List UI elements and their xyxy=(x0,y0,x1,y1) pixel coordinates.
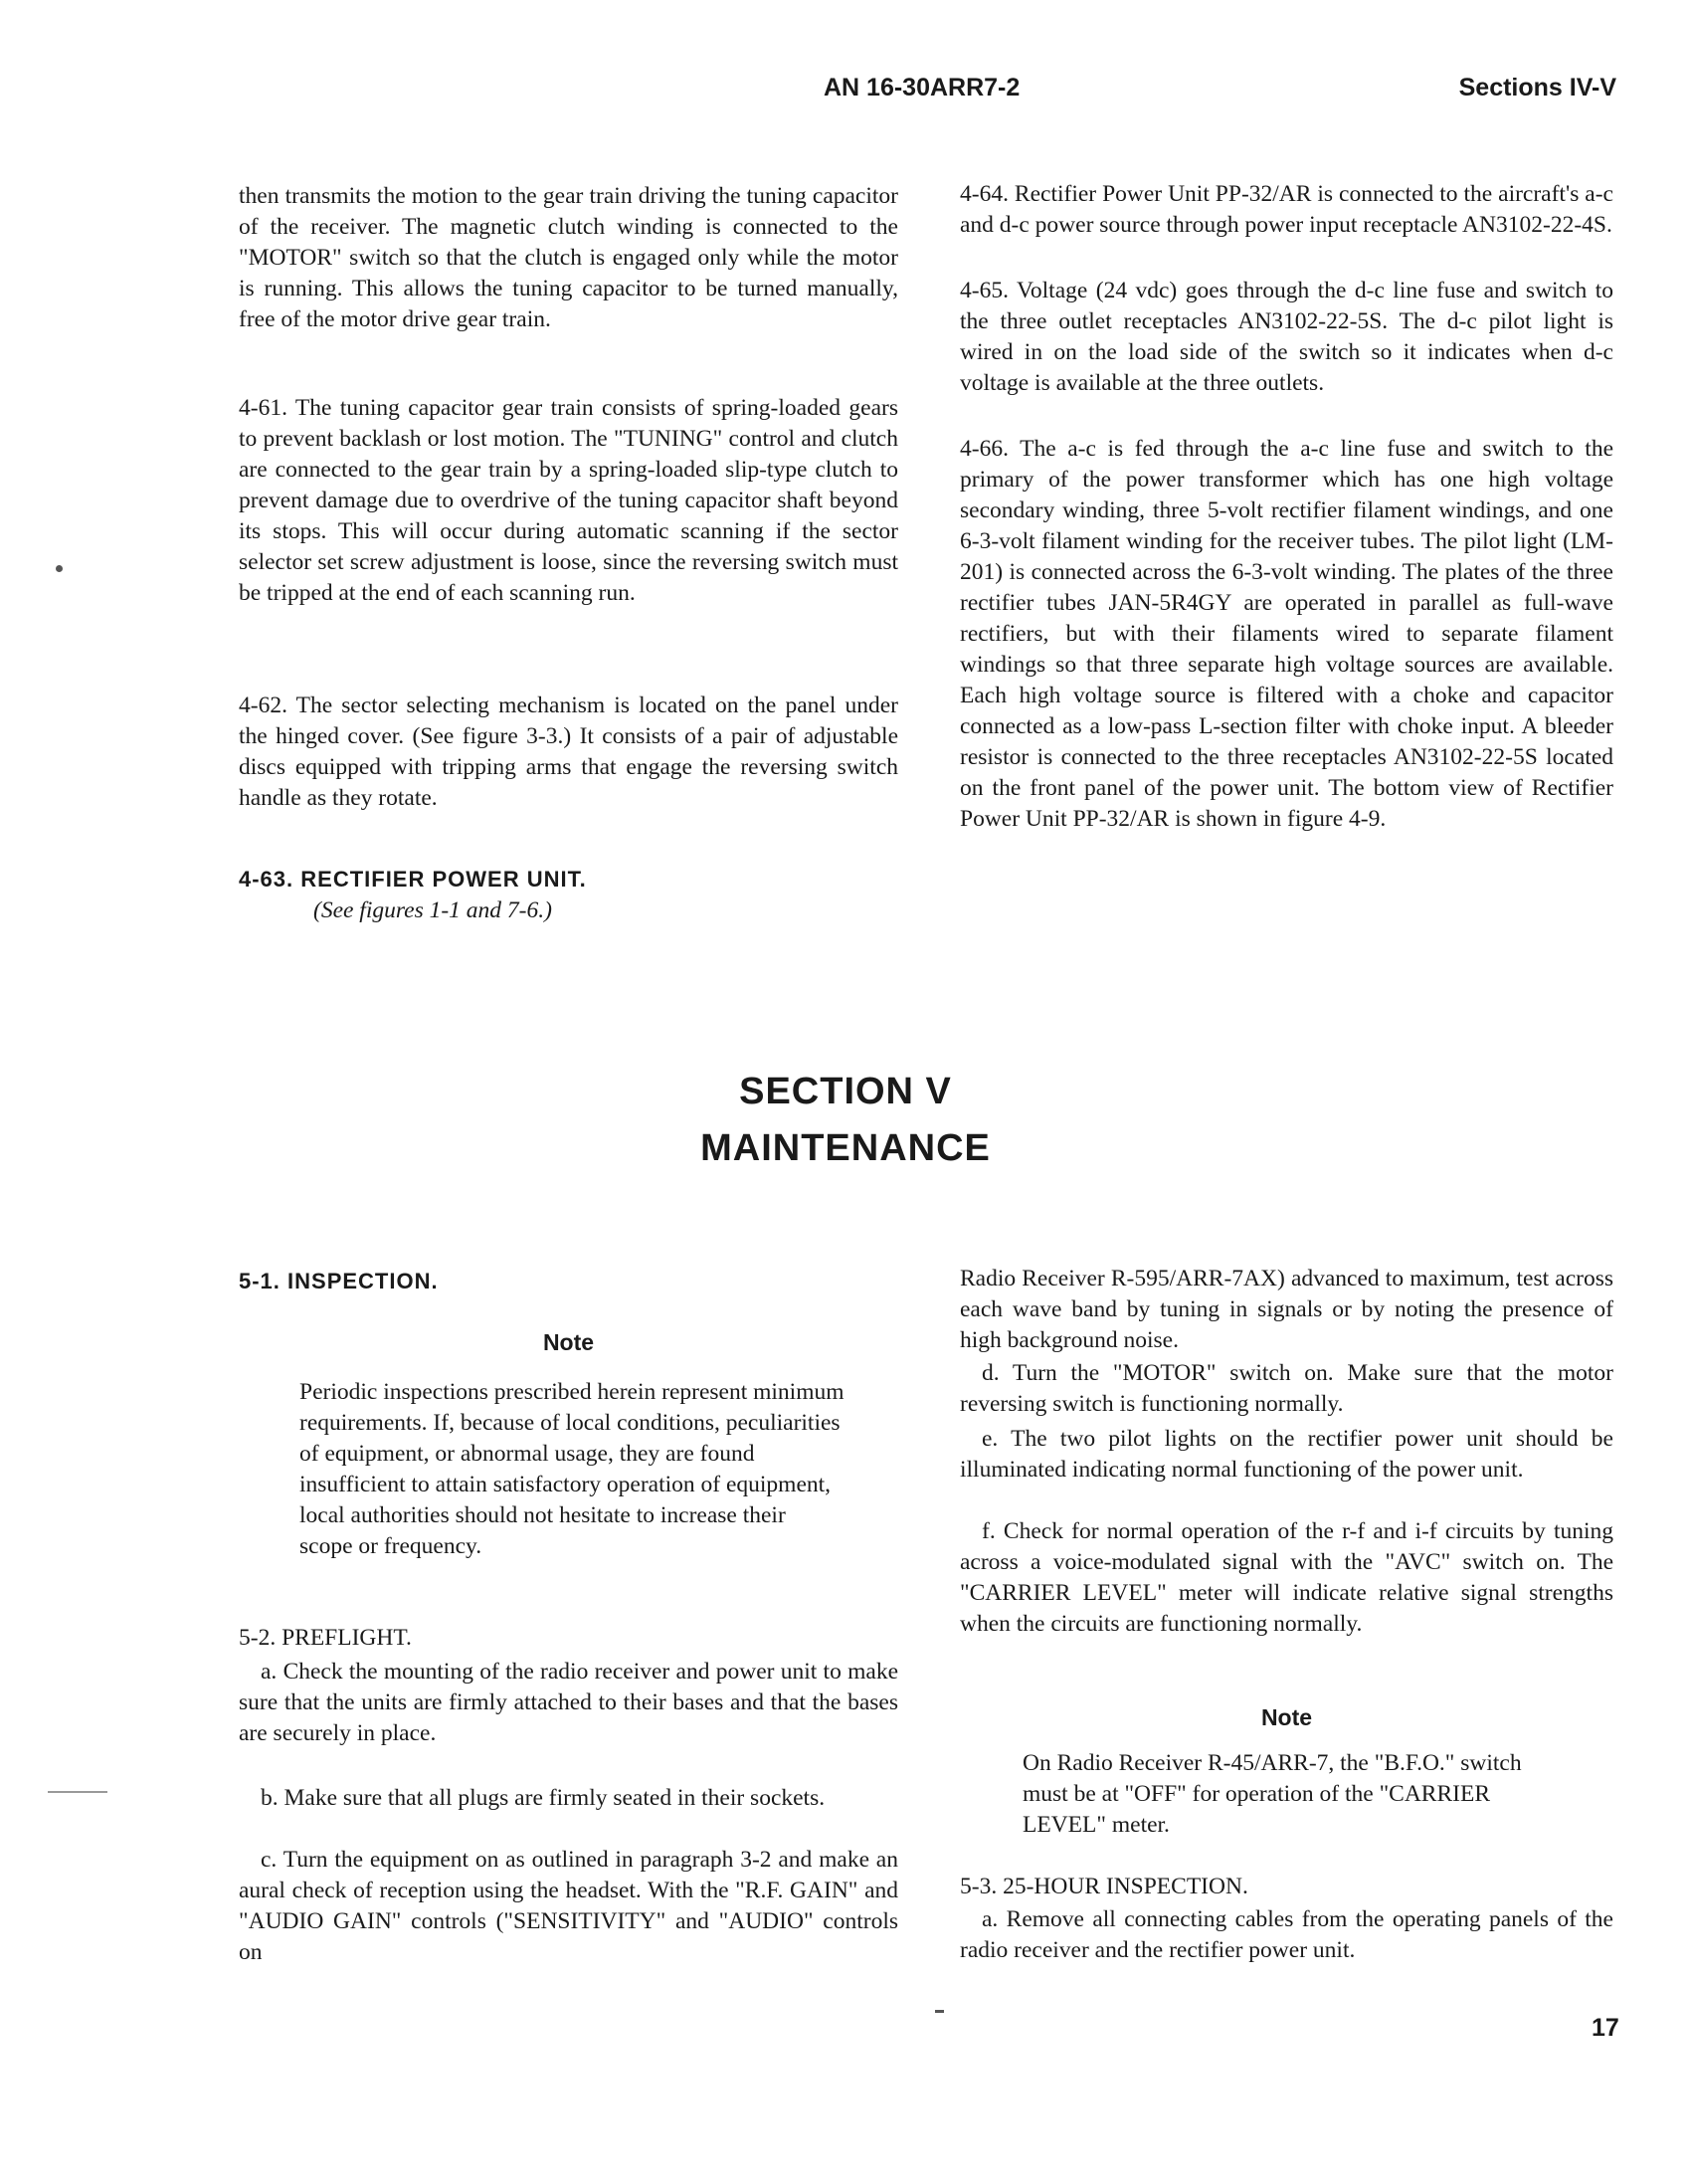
preflight-item-f: f. Check for normal operation of the r-f and i-f circuits by tuning across a voice-modulated signal with the "AVC" switch on. The "CARRIER LEVEL" meter will indicate relative signal strengths when the circuits are functioning normally. xyxy=(960,1518,1613,1637)
preflight-item-c-continued: Radio Receiver R-595/ARR-7AX) advanced to maximum, test across each wave band by tuning in signals or by noting the presence of high background noise. xyxy=(960,1266,1613,1353)
paragraph-4-61: 4-61. The tuning capacitor gear train consists of spring-loaded gears to prevent backlash or lost motion. The "TUNING" control and clutch are connected to the gear train by a spring-loaded slip-type clutch to prevent damage due to overdrive of the tuning capacitor shaft beyond its stops. This will occur during automatic scanning if the sector selector set screw adjustment is loose, since the reversing switch must be tripped at the end of each scanning run. xyxy=(239,395,898,606)
heading-4-63-reference: (See figures 1-1 and 7-6.) xyxy=(313,897,552,923)
preflight-item-e: e. The two pilot lights on the rectifier power unit should be illuminated indicating normal functioning of the power unit. xyxy=(960,1426,1613,1483)
paragraph-4-62: 4-62. The sector selecting mechanism is located on the panel under the hinged cover. (See figure 3-3.) It consists of a pair of adjustable discs equipped with tripping arms that engage the reversing switch handle as they rotate. xyxy=(239,693,898,811)
heading-4-63: 4-63. RECTIFIER POWER UNIT. xyxy=(239,867,587,892)
heading-5-1: 5-1. INSPECTION. xyxy=(239,1269,439,1293)
paragraph-4-65: 4-65. Voltage (24 vdc) goes through the d-c line fuse and switch to the three outlet receptacles AN3102-22-5S. The d-c pilot light is wired in on the load side of the switch so it indicates when d-c voltage is available at the three outlets. xyxy=(960,278,1613,396)
section-range: Sections IV-V xyxy=(1458,74,1616,101)
preflight-item-b: b. Make sure that all plugs are firmly seated in their sockets. xyxy=(261,1785,826,1811)
page-mark-dash xyxy=(935,2010,944,2013)
note-label-2: Note xyxy=(1260,1704,1313,1730)
paragraph-4-66: 4-66. The a-c is fed through the a-c line fuse and switch to the primary of the power transformer which has one high voltage secondary winding, three 5-volt rectifier filament windings, and one 6-3-volt filament winding for the receiver tubes. The pilot light (LM-201) is connected across the 6-3-volt winding. The plates of the three rectifier tubes JAN-5R4GY are operated in parallel as full-wave rectifiers, but with their filaments wired to separate filament windings so that three separate high voltage sources are available. Each high voltage source is filtered with a choke and capacitor connected as a low-pass L-section filter with choke input. A bleeder resistor is connected to the three receptacles AN3102-22-5S located on the front panel of the power unit. The bottom view of Rectifier Power Unit PP-32/AR is shown in figure 4-9. xyxy=(960,436,1613,832)
note-text: Periodic inspections prescribed herein represent minimum requirements. If, because of local conditions, peculiarities of equipment, or abnormal usage, they are found insufficient to attain satisfactory operation of equipment, local authorities should not hesitate to increase their scope or frequency. xyxy=(299,1379,845,1559)
preflight-item-c: c. Turn the equipment on as outlined in paragraph 3-2 and make an aural check of reception using the headset. With the "R.F. GAIN" and "AUDIO GAIN" controls ("SENSITIVITY" and "AUDIO" controls on xyxy=(239,1847,898,1965)
page-number: 17 xyxy=(1592,2014,1619,2042)
preflight-item-d: d. Turn the "MOTOR" switch on. Make sure that the motor reversing switch is functioning normally. xyxy=(960,1360,1613,1417)
heading-5-2: 5-2. PREFLIGHT. xyxy=(239,1625,412,1651)
inspection-item-a: a. Remove all connecting cables from the operating panels of the radio receiver and the rectifier power unit. xyxy=(960,1906,1613,1963)
paragraph-continued: then transmits the motion to the gear train driving the tuning capacitor of the receiver. The magnetic clutch winding is connected to the "MOTOR" switch so that the clutch is engaged only while the motor is running. This allows the tuning capacitor to be turned manually, free of the motor drive gear train. xyxy=(239,183,898,332)
section-title: SECTION V xyxy=(739,1071,952,1112)
note-text-2: On Radio Receiver R-45/ARR-7, the "B.F.O." switch must be at "OFF" for operation of the "CARRIER LEVEL" meter. xyxy=(1023,1750,1522,1838)
document-number: AN 16-30ARR7-2 xyxy=(824,74,1021,101)
margin-dot xyxy=(56,565,63,572)
margin-line xyxy=(48,1791,107,1793)
paragraph-4-64: 4-64. Rectifier Power Unit PP-32/AR is connected to the aircraft's a-c and d-c power source through power input receptacle AN3102-22-4S. xyxy=(960,181,1613,238)
heading-5-3: 5-3. 25-HOUR INSPECTION. xyxy=(960,1874,1248,1899)
preflight-item-a: a. Check the mounting of the radio receiver and power unit to make sure that the units are firmly attached to their bases and that the bases are securely in place. xyxy=(239,1659,898,1746)
section-subtitle: MAINTENANCE xyxy=(700,1127,991,1169)
note-label: Note xyxy=(542,1329,595,1355)
